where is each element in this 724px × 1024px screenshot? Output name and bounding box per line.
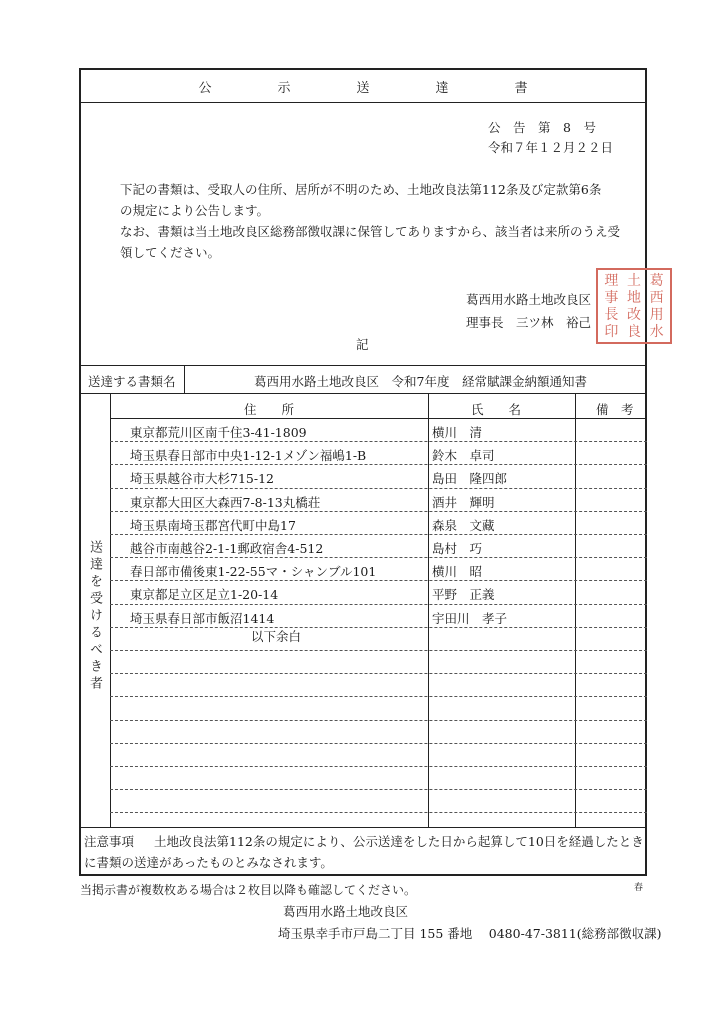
row-divider	[110, 488, 647, 489]
recipient-name: 酒井 輝明	[432, 494, 495, 510]
body-line: 下記の書類は、受取人の住所、居所が不明のため、土地改良法第112条及び定款第6条	[120, 182, 602, 197]
row-divider	[110, 720, 647, 721]
footer-org: 葛西用水路土地改良区	[283, 904, 409, 919]
footer-note: 当掲示書が複数枚ある場合は２枚目以降も確認してください。	[80, 883, 417, 897]
row-divider	[110, 766, 647, 767]
column-header-remarks: 備 考	[596, 402, 634, 417]
notes-label: 注意事項	[84, 834, 135, 849]
row-divider	[110, 696, 647, 697]
recipient-address: 埼玉県春日部市中央1-12-1メゾン福嶋1-B	[130, 448, 367, 464]
recipient-address: 東京都荒川区南千住3-41-1809	[130, 425, 307, 440]
recipient-address: 春日部市備後東1-22-55マ・シャンブル101	[130, 564, 377, 580]
divider	[79, 827, 647, 828]
recipient-name: 島村 巧	[432, 541, 483, 556]
recipient-name: 宇田川 孝子	[432, 610, 508, 626]
row-divider	[110, 650, 647, 651]
divider	[110, 393, 111, 827]
row-divider	[110, 534, 647, 535]
divider	[79, 365, 647, 366]
divider	[79, 102, 647, 103]
row-divider	[110, 812, 647, 813]
row-divider	[110, 580, 647, 581]
column-header-address: 住 所	[244, 402, 295, 417]
row-divider	[110, 789, 647, 790]
row-divider	[110, 627, 647, 628]
recipient-name: 横川 清	[432, 425, 483, 440]
recipient-name: 鈴木 卓司	[432, 448, 495, 464]
row-divider	[110, 464, 647, 465]
table-header-line	[110, 418, 647, 419]
notes-text: に書類の送達があったものとみなされます。	[84, 855, 333, 870]
corner-mark: 春	[634, 883, 644, 893]
divider	[184, 365, 185, 393]
body-line: の規定により公告します。	[120, 203, 270, 218]
divider	[428, 393, 429, 827]
recipient-address: 東京都足立区足立1-20-14	[130, 587, 279, 603]
chairman-name: 理事長 三ツ林 裕己	[466, 315, 592, 330]
notes-text: 土地改良法第112条の規定により、公示送達をした日から起算して10日を経過したとき	[154, 834, 644, 849]
recipient-name: 島田 隆四郎	[432, 471, 508, 487]
row-divider	[110, 604, 647, 605]
ki-label: 記	[356, 337, 369, 352]
divider	[575, 393, 576, 827]
recipient-name: 森泉 文藏	[432, 517, 495, 533]
recipient-name: 横川 昭	[432, 564, 483, 580]
org-name: 葛西用水路土地改良区	[466, 292, 592, 307]
column-header-name: 氏 名	[471, 402, 522, 417]
row-divider	[110, 673, 647, 674]
row-divider	[110, 511, 647, 512]
official-seal: 葛 西 用 水 土 地 改 良 理 事 長 印	[596, 268, 672, 344]
recipient-address: 越谷市南越谷2-1-1郵政宿舎4-512	[130, 541, 324, 556]
recipient-address: 埼玉県越谷市大杉715-12	[130, 471, 274, 487]
recipients-label: 送達を受けるべき者	[87, 540, 102, 693]
row-divider	[110, 441, 647, 442]
row-divider	[110, 557, 647, 558]
row-divider	[110, 743, 647, 744]
doc-name-label: 送達する書類名	[88, 374, 176, 389]
notice-number: 公 告 第 8 号	[488, 120, 596, 135]
body-line: 領してください。	[120, 245, 221, 260]
page-title: 公 示 送 達 書	[198, 80, 528, 96]
body-line: なお、書類は当土地改良区総務部徴収課に保管してありますから、該当者は来所のうえ受	[120, 224, 621, 239]
notice-date: 令和７年１２月２２日	[488, 140, 614, 155]
doc-name-value: 葛西用水路土地改良区 令和7年度 経常賦課金納額通知書	[254, 374, 587, 389]
recipient-name: 平野 正義	[432, 587, 495, 603]
divider	[79, 393, 647, 394]
recipient-address: 埼玉県春日部市飯沼1414	[130, 610, 275, 626]
recipient-address: 埼玉県南埼玉郡宮代町中島17	[130, 517, 296, 533]
recipient-address: 東京都大田区大森西7-8-13丸橋荘	[130, 494, 321, 510]
below-blank: 以下余白	[251, 629, 302, 644]
footer-address: 埼玉県幸手市戸島二丁目 155 番地 0480-47-3811(総務部徴収課)	[278, 926, 662, 941]
